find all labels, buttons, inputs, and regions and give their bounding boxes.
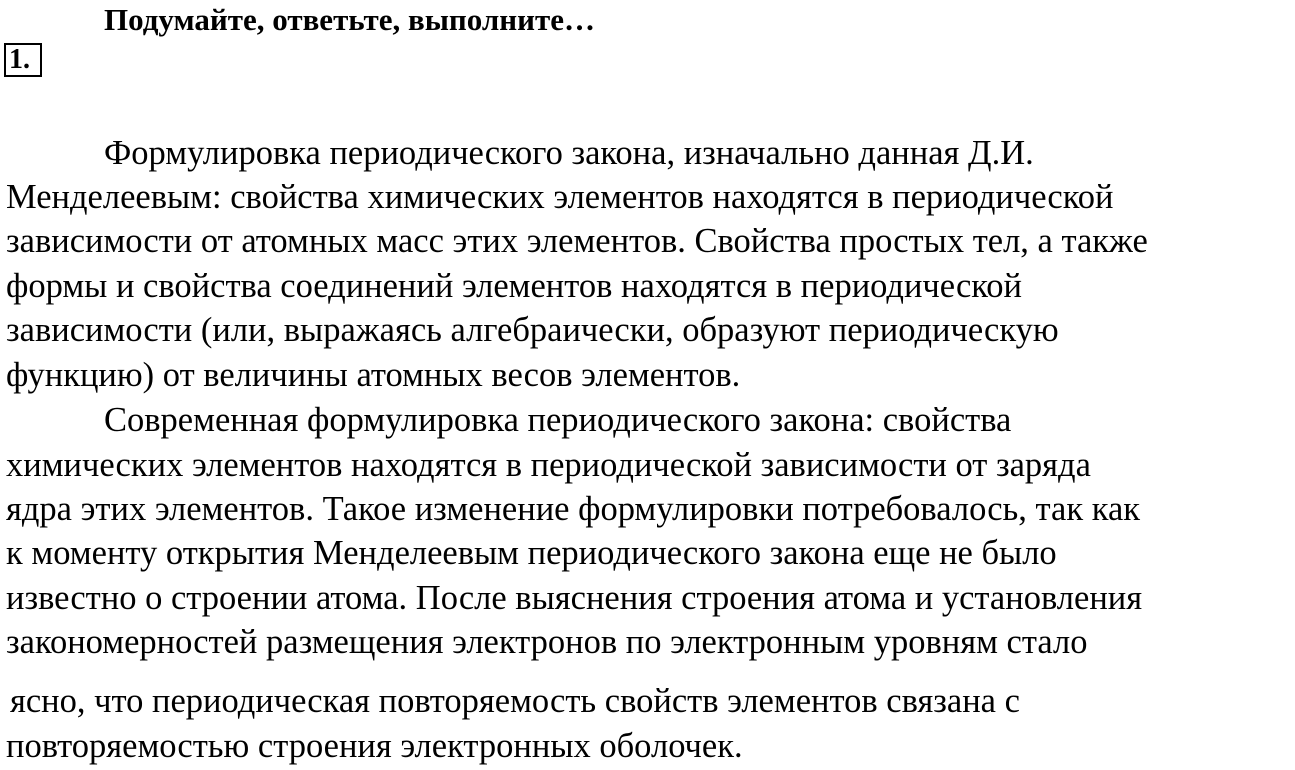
section-heading: Подумайте, ответьте, выполните… <box>104 2 595 37</box>
paragraph-1-line-2: Менделеевым: свойства химических элементов находятся в периодической <box>6 178 1114 216</box>
paragraph-1-line-1: Формулировка периодического закона, изначально данная Д.И. <box>104 134 1034 172</box>
paragraph-2-line-7: ясно, что периодическая повторяемость свойств элементов связана с <box>10 682 1020 720</box>
paragraph-2-line-4: к моменту открытия Менделеевым периодического закона еще не было <box>6 534 1057 572</box>
paragraph-1-line-5: зависимости (или, выражаясь алгебраически, образуют периодическую <box>6 311 1059 349</box>
paragraph-1-line-6: функцию) от величины атомных весов элементов. <box>6 356 741 394</box>
paragraph-2-line-6: закономерностей размещения электронов по электронным уровням стало <box>6 623 1088 661</box>
paragraph-1-line-4: формы и свойства соединений элементов находятся в периодической <box>6 267 1022 305</box>
paragraph-2-line-5: известно о строении атома. После выяснения строения атома и установления <box>6 579 1143 617</box>
paragraph-2-line-8: повторяемостью строения электронных оболочек. <box>6 727 743 765</box>
task-number-box: 1. <box>4 43 42 77</box>
paragraph-1-line-3: зависимости от атомных масс этих элементов. Свойства простых тел, а также <box>6 222 1148 260</box>
paragraph-2-line-2: химических элементов находятся в периодической зависимости от заряда <box>6 446 1091 484</box>
paragraph-2-line-1: Современная формулировка периодического закона: свойства <box>104 401 1012 439</box>
paragraph-2-line-3: ядра этих элементов. Такое изменение формулировки потребовалось, так как <box>6 490 1141 528</box>
